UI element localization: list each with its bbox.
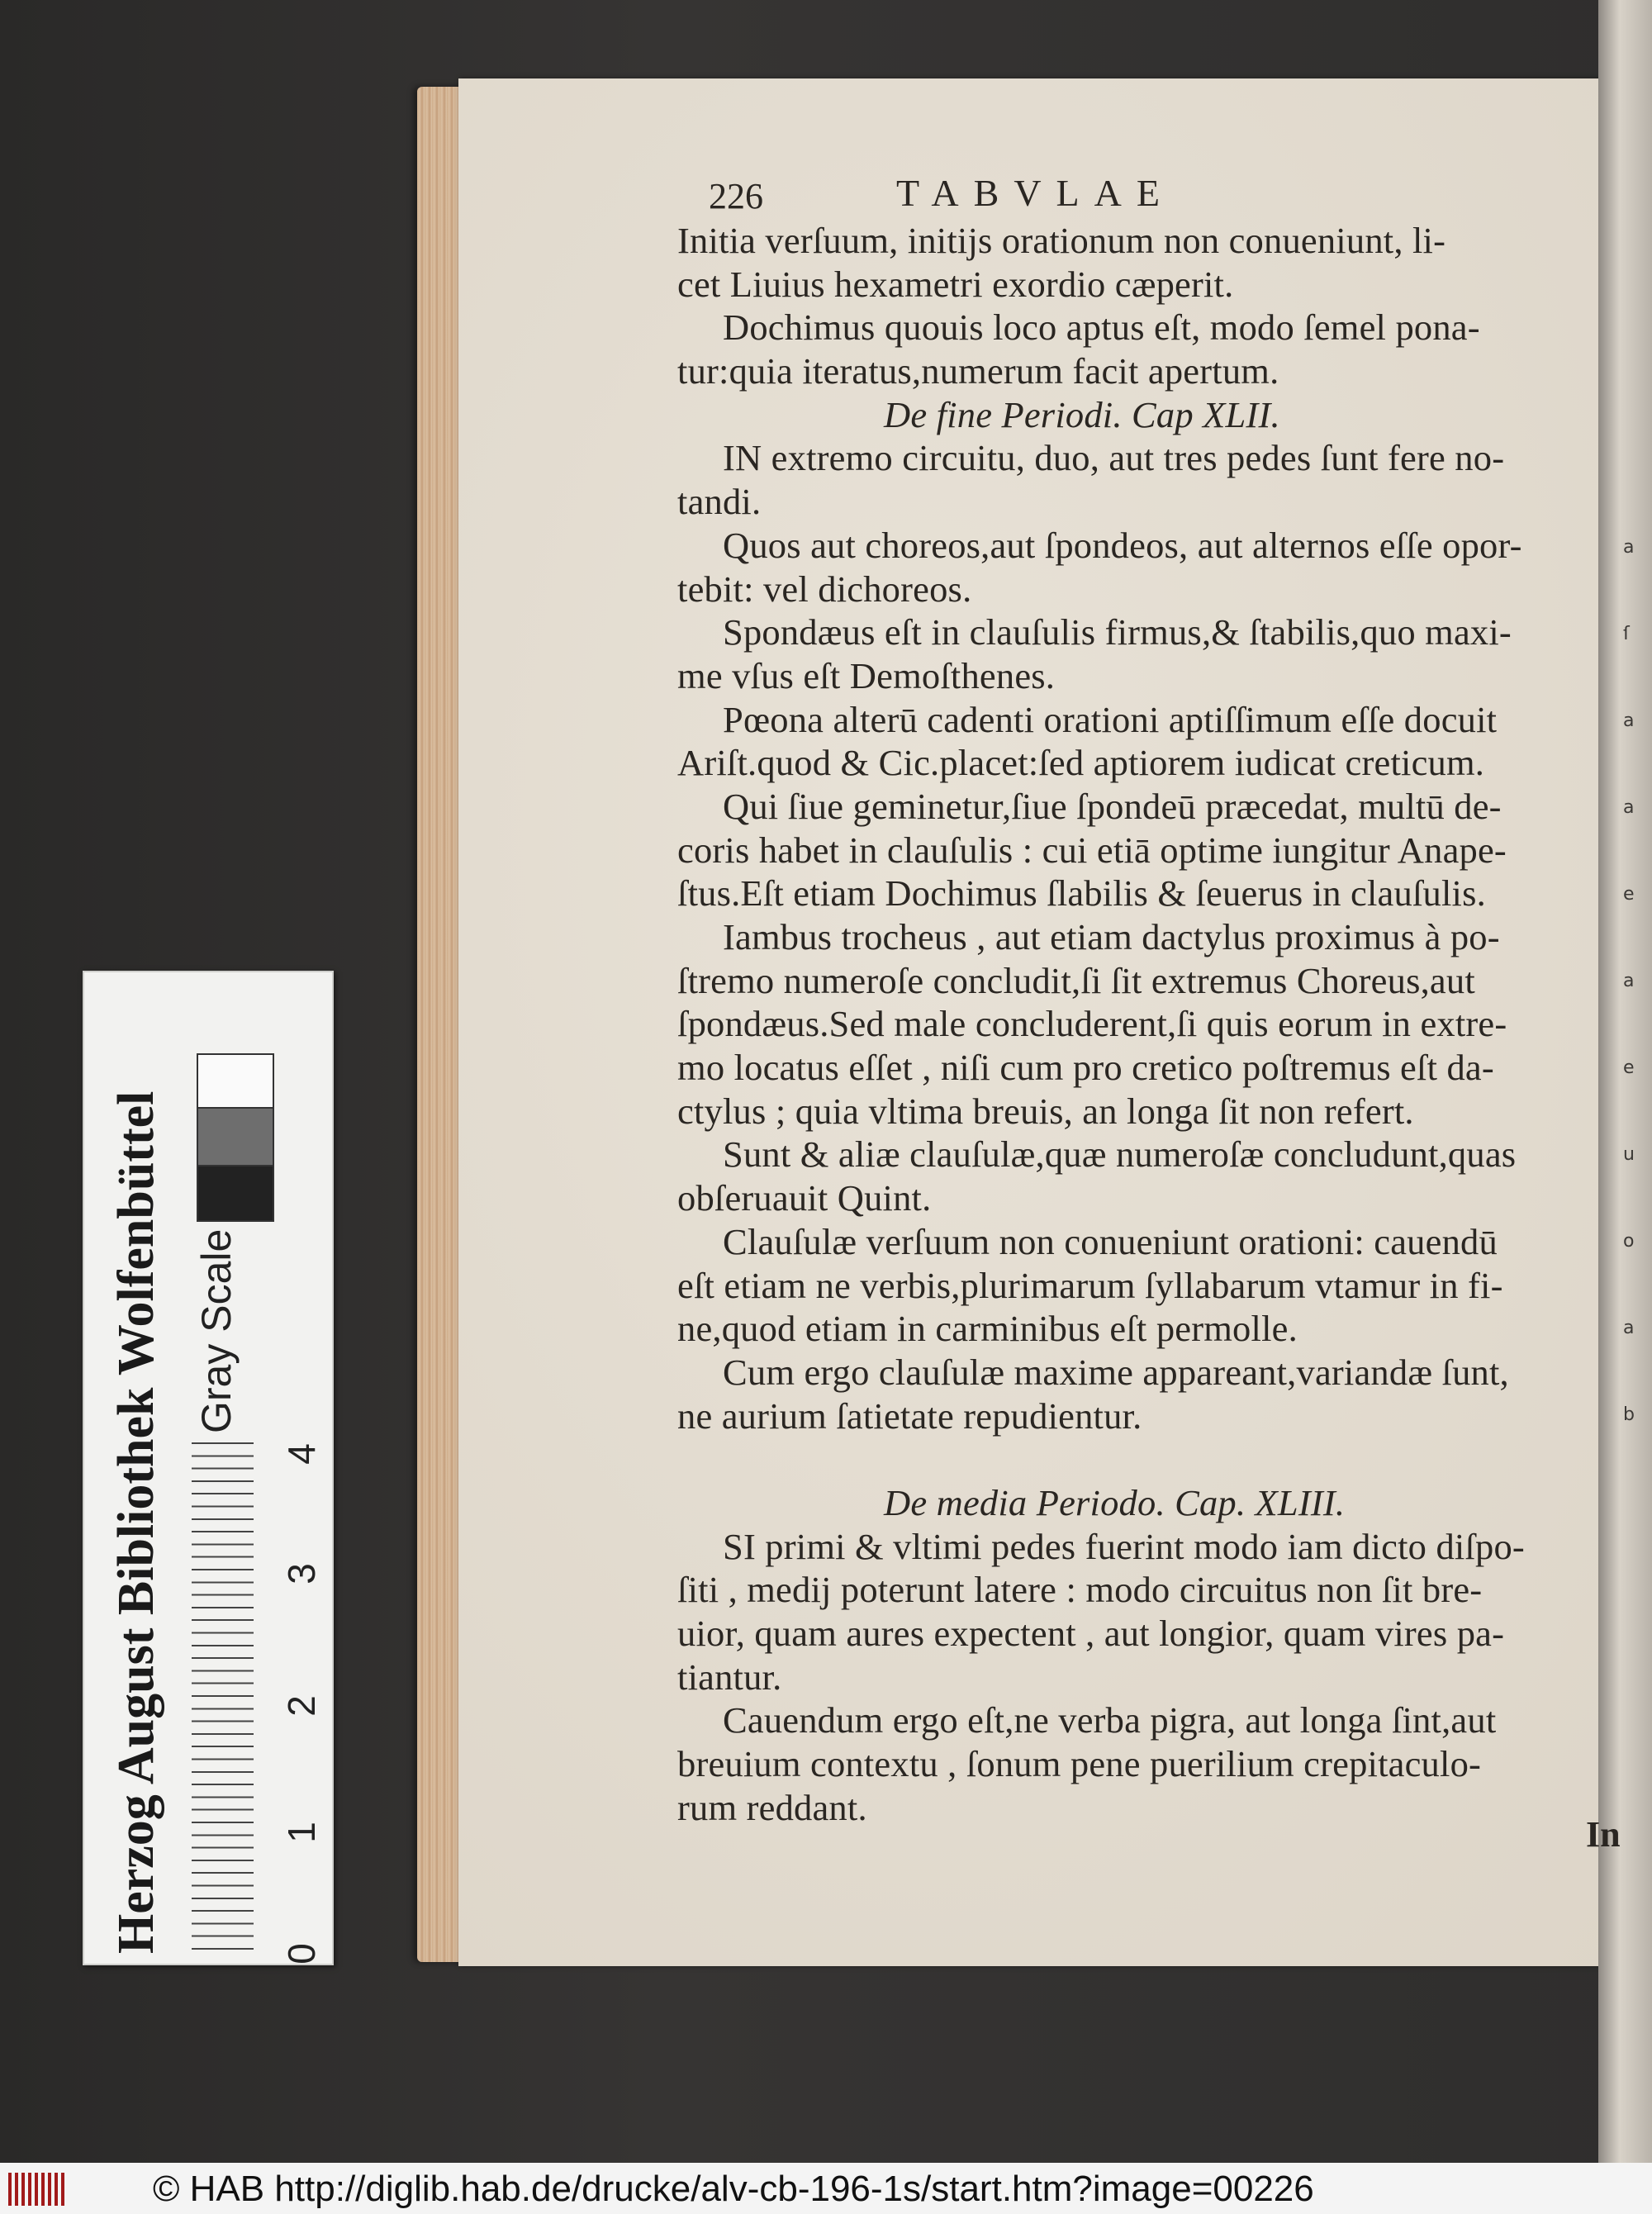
ruler-title: Herzog August Bibliothek Wolfenbüttel	[108, 1090, 164, 1954]
text-line: Sunt & aliæ clauſulæ,quæ numeroſæ concludunt,quas	[723, 1133, 1517, 1176]
text-line: Ariſt.quod & Cic.placet:ſed aptiorem iudicat creticum.	[677, 742, 1485, 784]
footer-copyright-link[interactable]: © HAB http://diglib.hab.de/drucke/alv-cb-196-1s/start.htm?image=00226	[153, 2169, 1314, 2209]
text-line: me vſus eſt Demoſthenes.	[677, 654, 1056, 696]
facing-page-letter: e	[1623, 884, 1635, 905]
facing-page-letter: a	[1623, 710, 1635, 731]
text-line: cet Liuius hexametri exordio cæperit.	[677, 263, 1234, 305]
text-line: eſt etiam ne verbis,plurimarum ſyllabarum vtamur in fi-	[677, 1264, 1503, 1306]
text-line: Spondæus eſt in clauſulis firmus,& ſtabilis,quo maxi-	[723, 611, 1512, 653]
text-line: ſiti , medij poterunt latere : modo circuitus non ſit bre-	[677, 1569, 1483, 1611]
text-line	[677, 1437, 1623, 1481]
text-line: ctylus ; quia vltima breuis, an longa ſit non refert.	[677, 1090, 1414, 1132]
text-line: tiantur.	[677, 1656, 782, 1698]
text-line: ne,quod etiam in carminibus eſt permolle.	[677, 1308, 1298, 1350]
ruler-number-2: 2	[280, 1695, 323, 1717]
text-line: Dochimus quouis loco aptus eſt, modo ſemel pona-	[723, 306, 1480, 349]
text-line: mo locatus eſſet , niſi cum pro cretico poſtremus eſt da-	[677, 1047, 1494, 1089]
text-line: Qui ſiue geminetur,ſiue ſpondeū præcedat, multū de-	[723, 785, 1502, 827]
facing-page-letter: o	[1623, 1231, 1635, 1252]
text-line: Quos aut choreos,aut ſpondeos, aut alternos eſſe opor-	[723, 524, 1522, 566]
text-line: uior, quam aures expectent , aut longior, quam vires pa-	[677, 1613, 1505, 1654]
page-text	[677, 219, 1623, 1829]
facing-page-letter: a	[1623, 797, 1635, 818]
facing-page-letter: a	[1623, 1318, 1635, 1338]
text-line: Cum ergo clauſulæ maxime appareant,variandæ ſunt,	[723, 1351, 1509, 1393]
catchword: In	[1586, 1814, 1621, 1855]
chapter-heading: De fine Periodi. Cap XLII.	[884, 393, 1280, 435]
text-line: tebit: vel dichoreos.	[677, 568, 972, 610]
text-line: tur:quia iteratus,numerum facit apertum.	[677, 350, 1279, 392]
ruler-number-0: 0	[280, 1943, 323, 1965]
gray-swatch-mid	[197, 1107, 274, 1168]
text-line: ſtremo numeroſe concludit,ſi ſit extremus Choreus,aut	[677, 959, 1475, 1001]
text-line: IN extremo circuitu, duo, aut tres pedes ſunt fere no-	[723, 437, 1505, 479]
gray-swatch-black	[197, 1165, 274, 1222]
text-line: Iambus trocheus , aut etiam dactylus proximus à po-	[723, 916, 1500, 957]
facing-page-letter: u	[1623, 1144, 1635, 1165]
gray-swatch-white	[197, 1053, 274, 1110]
text-line: rum reddant.	[677, 1786, 867, 1828]
text-line: Pœona alterū cadenti orationi aptiſſimum eſſe docuit	[723, 698, 1498, 740]
text-line: Clauſulæ verſuum non conueniunt orationi: cauendū	[723, 1220, 1498, 1262]
text-line: breuium contextu , ſonum pene puerilium crepitaculo-	[677, 1743, 1482, 1785]
text-line: ne aurium ſatietate repudientur.	[677, 1394, 1142, 1437]
running-head: TABVLAE	[896, 172, 1175, 214]
facing-page-letter: ſ	[1623, 624, 1630, 644]
ruler-number-4: 4	[280, 1443, 323, 1465]
text-line: coris habet in clauſulis : cui etiā optime iungitur Anape-	[677, 829, 1507, 871]
text-line: Initia verſuum, initijs orationum non conueniunt, li-	[677, 220, 1446, 261]
ruler-number-1: 1	[280, 1822, 323, 1843]
hab-logo-icon	[8, 2173, 66, 2206]
text-line: tandi.	[677, 481, 762, 523]
ruler-number-3: 3	[280, 1563, 323, 1584]
facing-page-letter: a	[1623, 537, 1635, 558]
text-line: Cauendum ergo eſt,ne verba pigra, aut longa ſint,aut	[723, 1699, 1497, 1741]
page-number: 226	[709, 176, 763, 216]
text-line: ſpondæus.Sed male concluderent,ſi quis eorum in extre-	[677, 1003, 1507, 1045]
facing-page-letter: b	[1623, 1404, 1635, 1425]
ruler-ticks	[192, 1442, 254, 1950]
text-line: SI primi & vltimi pedes fuerint modo iam dicto diſpo-	[723, 1525, 1525, 1567]
chapter-heading: De media Periodo. Cap. XLIII.	[884, 1481, 1346, 1523]
facing-page-letter: a	[1623, 971, 1635, 991]
facing-page-letter: e	[1623, 1057, 1635, 1078]
gray-scale-label: Gray Scale	[193, 1228, 240, 1433]
text-line: ſtus.Eſt etiam Dochimus ſlabilis & ſeuerus in clauſulis.	[677, 872, 1486, 915]
text-line: obſeruauit Quint.	[677, 1177, 932, 1219]
